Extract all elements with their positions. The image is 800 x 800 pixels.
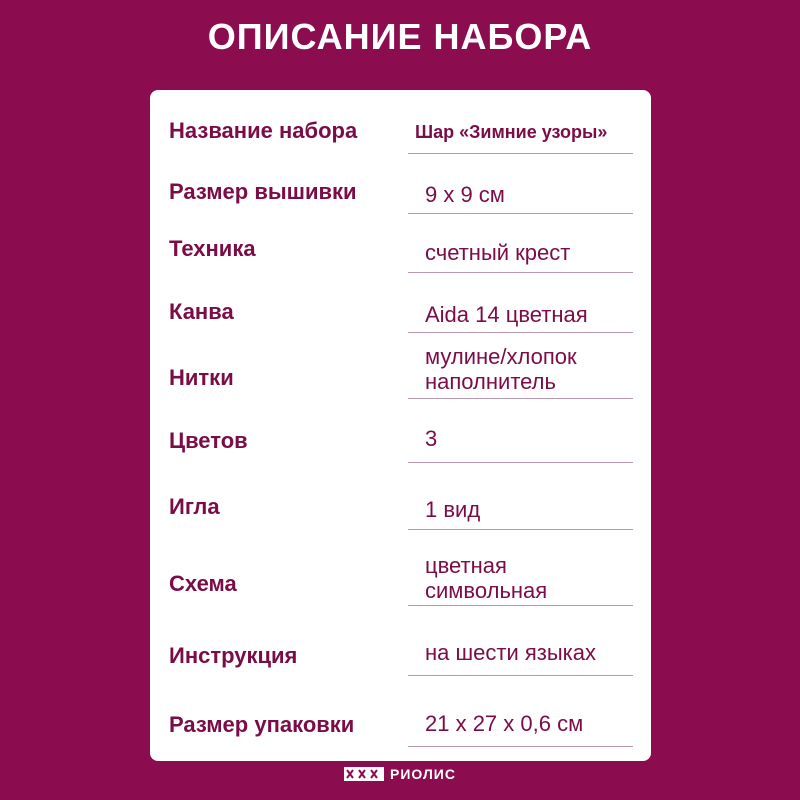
row-value-colors: 3 (425, 426, 438, 451)
row-value-package-size: 21 х 27 х 0,6 см (425, 711, 584, 736)
row-label-technique: Техника (169, 236, 256, 261)
row-label-canvas: Канва (169, 299, 234, 324)
row-value-instruction: на шести языках (425, 640, 597, 665)
row-divider (408, 746, 633, 747)
row-divider (408, 272, 633, 273)
row-divider (408, 605, 633, 606)
row-value-needle: 1 вид (425, 497, 481, 522)
row-label-embroidery-size: Размер вышивки (169, 179, 357, 204)
row-label-colors: Цветов (169, 428, 248, 453)
row-divider (408, 398, 633, 399)
row-value-embroidery-size: 9 х 9 см (425, 182, 505, 207)
row-label-needle: Игла (169, 494, 220, 519)
row-label-package-size: Размер упаковки (169, 712, 355, 737)
row-value-scheme: цветная символьная (425, 553, 548, 603)
row-divider (408, 332, 633, 333)
row-divider (408, 213, 633, 214)
row-divider (408, 462, 633, 463)
row-value-technique: счетный крест (425, 240, 571, 265)
row-label-instruction: Инструкция (169, 643, 298, 668)
brand-footer (0, 766, 800, 782)
row-divider (408, 675, 633, 676)
page-title: ОПИСАНИЕ НАБОРА (207, 16, 593, 57)
row-divider (408, 153, 633, 154)
row-label-threads: Нитки (169, 365, 234, 390)
row-value-threads: мулине/хлопок наполнитель (425, 344, 577, 394)
row-value-kit-name: Шар «Зимние узоры» (415, 122, 608, 142)
row-divider (408, 529, 633, 530)
row-value-canvas: Aida 14 цветная (425, 302, 588, 327)
row-label-kit-name: Название набора (169, 118, 358, 143)
description-card (150, 90, 651, 761)
riolis-logo-icon (344, 767, 384, 781)
row-label-scheme: Схема (169, 571, 237, 596)
brand-name: РИОЛИС (390, 766, 456, 782)
